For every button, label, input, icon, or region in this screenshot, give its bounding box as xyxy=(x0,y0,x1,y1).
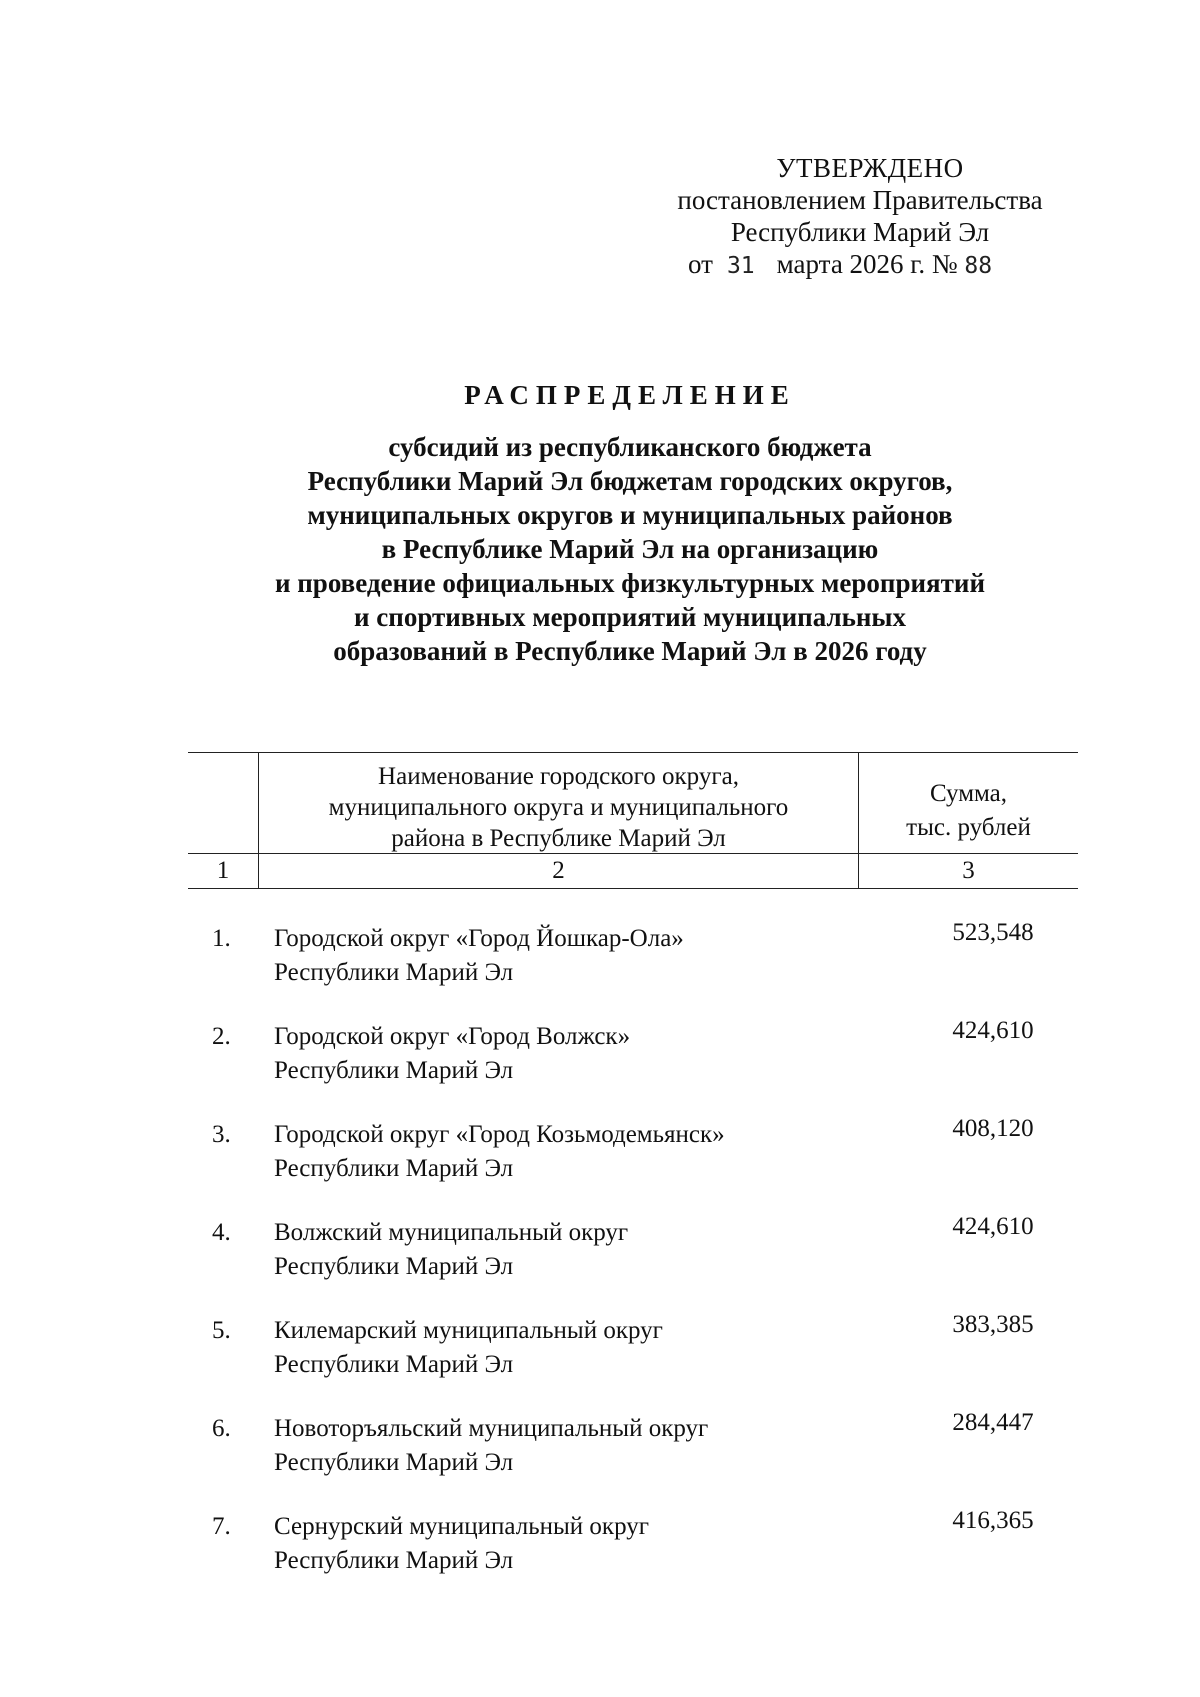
subtitle-line: и спортивных мероприятий муниципальных xyxy=(353,602,907,632)
row-name-line: Республики Марий Эл xyxy=(274,1351,514,1378)
approval-title: УТВЕРЖДЕНО xyxy=(776,153,964,183)
row-name-line: Республики Марий Эл xyxy=(274,959,514,986)
header-cell-name xyxy=(258,753,858,853)
table-body xyxy=(188,919,1078,1608)
table-row xyxy=(188,1409,1078,1510)
date-prefix: от xyxy=(688,249,713,279)
row-amount: 416,365 xyxy=(952,1507,1034,1534)
row-name xyxy=(274,1020,834,1088)
row-amount: 424,610 xyxy=(952,1017,1034,1044)
row-amount: 523,548 xyxy=(952,919,1034,946)
subtitle-line: и проведение официальных физкультурных мероприятий xyxy=(274,568,986,598)
subtitle-line: образований в Республике Марий Эл в 2026 году xyxy=(333,636,927,666)
table-row xyxy=(188,1213,1078,1314)
header-name-line: района в Республике Марий Эл xyxy=(391,825,726,852)
row-name-line: Волжский муниципальный округ xyxy=(274,1219,629,1246)
row-amount: 284,447 xyxy=(952,1409,1034,1436)
table-row xyxy=(188,1115,1078,1216)
column-number-2: 2 xyxy=(258,854,858,888)
approval-line-2: Республики Марий Эл xyxy=(730,217,990,247)
row-name-line: Городской округ «Город Волжск» xyxy=(274,1023,631,1050)
row-number: 3. xyxy=(212,1121,231,1148)
row-number: 2. xyxy=(212,1023,231,1050)
row-name xyxy=(274,922,834,990)
row-name xyxy=(274,1412,834,1480)
row-number: 7. xyxy=(212,1513,231,1540)
document-title: РАСПРЕДЕЛЕНИЕ xyxy=(464,380,796,410)
table-row xyxy=(188,1311,1078,1412)
row-amount: 424,610 xyxy=(952,1213,1034,1240)
column-number-1: 1 xyxy=(216,857,230,884)
date-day: 31 xyxy=(726,253,755,279)
row-name xyxy=(274,1510,834,1578)
header-cell-number xyxy=(188,753,258,853)
row-name-line: Килемарский муниципальный округ xyxy=(274,1317,663,1344)
row-name xyxy=(274,1314,834,1382)
header-name-line: муниципального округа и муниципального xyxy=(328,794,789,821)
header-amount-line: тыс. рублей xyxy=(906,814,1031,841)
table-column-numbers-row xyxy=(188,853,1078,889)
row-name-line: Республики Марий Эл xyxy=(274,1155,514,1182)
header-name-line: Наименование городского округа, xyxy=(378,763,739,790)
approval-date-line xyxy=(660,248,1060,282)
table-row xyxy=(188,1507,1078,1608)
document-number: 88 xyxy=(964,253,993,279)
approval-block xyxy=(660,152,1060,282)
row-amount: 408,120 xyxy=(952,1115,1034,1142)
row-name-line: Новоторъяльский муниципальный округ xyxy=(274,1415,709,1442)
approval-line-1: постановлением Правительства xyxy=(677,185,1043,215)
row-amount: 383,385 xyxy=(952,1311,1034,1338)
table-row xyxy=(188,919,1078,1020)
document-subtitle xyxy=(0,430,1200,668)
row-name-line: Городской округ «Город Козьмодемьянск» xyxy=(274,1121,725,1148)
row-number: 6. xyxy=(212,1415,231,1442)
table-row xyxy=(188,1017,1078,1118)
subtitle-line: субсидий из республиканского бюджета xyxy=(388,432,872,462)
subtitle-line: муниципальных округов и муниципальных районов xyxy=(307,500,953,530)
table-header xyxy=(188,752,1078,889)
subtitle-line: Республики Марий Эл бюджетам городских округов, xyxy=(307,466,953,496)
table-header-row xyxy=(188,753,1078,853)
row-number: 5. xyxy=(212,1317,231,1344)
row-number: 1. xyxy=(212,925,231,952)
row-number: 4. xyxy=(212,1219,231,1246)
column-number-3: 3 xyxy=(858,854,1078,888)
date-rest: марта 2026 г. № xyxy=(776,249,958,279)
row-name-line: Республики Марий Эл xyxy=(274,1449,514,1476)
header-cell-amount xyxy=(858,753,1078,853)
row-name-line: Сернурский муниципальный округ xyxy=(274,1513,649,1540)
row-name-line: Республики Марий Эл xyxy=(274,1547,514,1574)
row-name-line: Республики Марий Эл xyxy=(274,1057,514,1084)
subtitle-line: в Республике Марий Эл на организацию xyxy=(381,534,879,564)
row-name-line: Городской округ «Город Йошкар-Ола» xyxy=(274,925,684,952)
header-amount-line: Сумма, xyxy=(929,780,1008,807)
row-name xyxy=(274,1216,834,1284)
row-name-line: Республики Марий Эл xyxy=(274,1253,514,1280)
row-name xyxy=(274,1118,834,1186)
